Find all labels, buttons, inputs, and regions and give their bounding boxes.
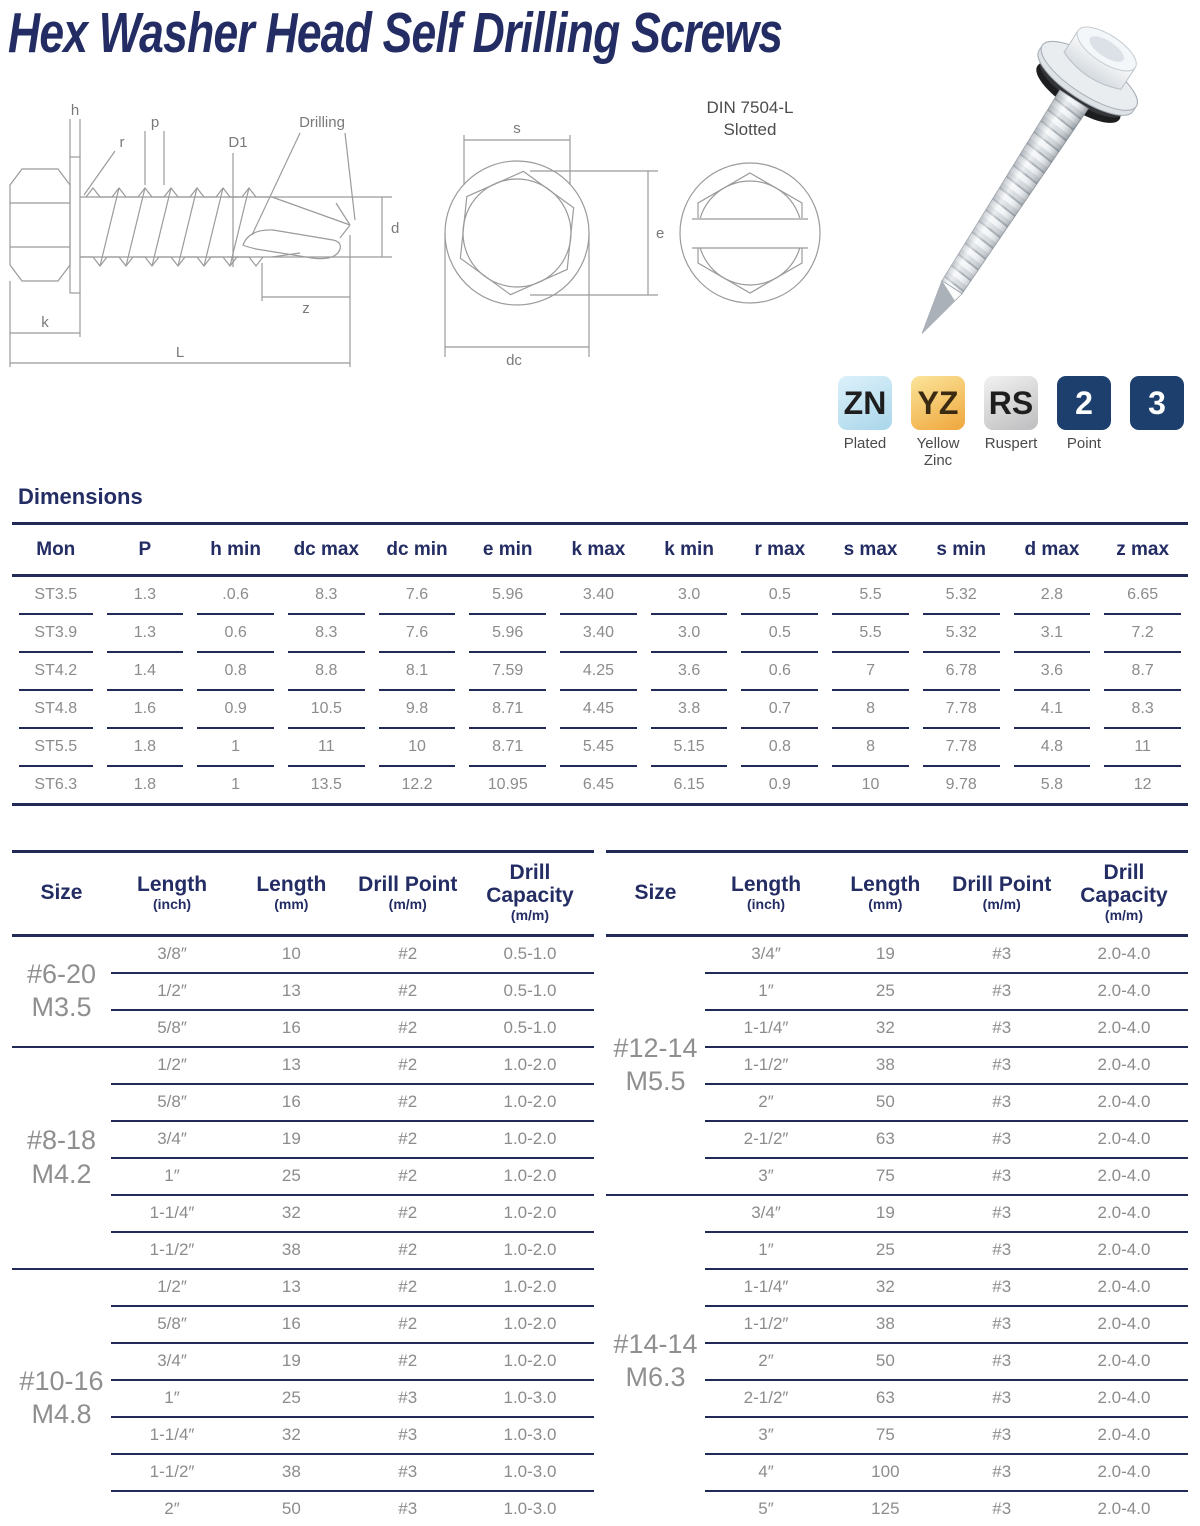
- size-group-label: #8-18 M4.2: [12, 1047, 111, 1269]
- size-value-cell: #2: [350, 1047, 466, 1084]
- badge-3-tile: 3: [1130, 376, 1184, 430]
- dim-cell: 3.40: [560, 577, 637, 615]
- dim-cell: 3.0: [651, 615, 728, 653]
- size-value-cell: 2-1/2″: [705, 1121, 827, 1158]
- dim-cell: 6.78: [923, 653, 1000, 691]
- size-value-cell: #3: [944, 1306, 1060, 1343]
- size-value-cell: #3: [350, 1417, 466, 1454]
- size-row: [606, 1195, 1188, 1232]
- dim-label-z: z: [302, 300, 310, 317]
- size-value-cell: 1.0-2.0: [466, 1343, 594, 1380]
- dim-cell: 8: [832, 729, 909, 767]
- size-value-cell: 2.0-4.0: [1060, 1454, 1188, 1491]
- size-value-cell: 3/8″: [111, 935, 233, 973]
- dim-cell: 0.5: [741, 615, 818, 653]
- dim-label-dc: dc: [506, 352, 522, 369]
- dim-cell: 9.8: [379, 691, 456, 729]
- dim-cell: 8.7: [1104, 653, 1181, 691]
- dim-cell: 3.0: [651, 577, 728, 615]
- size-row: [12, 1047, 594, 1084]
- size-value-cell: 2.0-4.0: [1060, 1158, 1188, 1195]
- badge-rs-tile: RS: [984, 376, 1038, 430]
- size-value-cell: #2: [350, 1232, 466, 1269]
- size-value-cell: 32: [827, 1269, 943, 1306]
- slotted-label: Slotted: [723, 120, 777, 139]
- dim-label-L: L: [175, 344, 185, 361]
- dim-cell: ST4.2: [19, 653, 93, 691]
- size-tables: [12, 850, 1188, 1526]
- size-value-cell: 25: [827, 1232, 943, 1269]
- size-value-cell: 1/2″: [111, 973, 233, 1010]
- size-value-cell: 2.0-4.0: [1060, 1084, 1188, 1121]
- size-value-cell: 19: [233, 1121, 349, 1158]
- tables-section: [0, 480, 1200, 1526]
- size-value-cell: 75: [827, 1417, 943, 1454]
- dim-row: [19, 577, 1181, 615]
- size-value-cell: 125: [827, 1491, 943, 1526]
- dim-cell: 11: [288, 729, 365, 767]
- dim-cell: 1.3: [107, 615, 184, 653]
- dim-cell: 8.1: [379, 653, 456, 691]
- dim-cell: 8.3: [1104, 691, 1181, 729]
- size-value-cell: #3: [944, 1158, 1060, 1195]
- size-value-cell: 2.0-4.0: [1060, 973, 1188, 1010]
- size-value-cell: 1.0-3.0: [466, 1454, 594, 1491]
- dim-column-header: d max: [1024, 538, 1080, 560]
- dim-cell: 4.8: [1014, 729, 1091, 767]
- dim-cell: 7.6: [379, 615, 456, 653]
- size-value-cell: #3: [944, 1491, 1060, 1526]
- dim-cell: 8.71: [469, 691, 546, 729]
- size-value-cell: 5″: [705, 1491, 827, 1526]
- dim-cell: 10: [861, 776, 880, 793]
- size-value-cell: 1.0-2.0: [466, 1084, 594, 1121]
- dim-cell: 0.7: [741, 691, 818, 729]
- size-value-cell: 2.0-4.0: [1060, 1491, 1188, 1526]
- size-value-cell: 1.0-2.0: [466, 1158, 594, 1195]
- dim-cell: 7.78: [923, 729, 1000, 767]
- dim-cell: 7.6: [379, 577, 456, 615]
- size-value-cell: 2.0-4.0: [1060, 1232, 1188, 1269]
- dim-cell: 1: [231, 776, 241, 793]
- size-value-cell: 63: [827, 1380, 943, 1417]
- size-column-header: Size: [12, 852, 111, 936]
- size-value-cell: 1-1/4″: [705, 1010, 827, 1047]
- dim-cell: 7.2: [1104, 615, 1181, 653]
- size-value-cell: 16: [233, 1306, 349, 1343]
- size-value-cell: #3: [350, 1454, 466, 1491]
- size-column-header: Drill Capacity (m/m): [466, 852, 594, 936]
- size-value-cell: 1.0-3.0: [466, 1491, 594, 1526]
- size-value-cell: 1″: [705, 1232, 827, 1269]
- divider-bottom: [12, 803, 1188, 806]
- dim-cell: 5.96: [469, 577, 546, 615]
- size-value-cell: 2″: [111, 1491, 233, 1526]
- dim-cell: ST3.9: [19, 615, 93, 653]
- dim-cell: 0.5: [741, 577, 818, 615]
- dim-cell: 10.95: [487, 776, 528, 793]
- dim-cell: 5.5: [832, 577, 909, 615]
- size-value-cell: 2.0-4.0: [1060, 1047, 1188, 1084]
- size-value-cell: 2.0-4.0: [1060, 1269, 1188, 1306]
- size-value-cell: 1.0-2.0: [466, 1121, 594, 1158]
- size-value-cell: 1″: [111, 1380, 233, 1417]
- dim-cell: 0.8: [197, 653, 274, 691]
- size-value-cell: 2″: [705, 1084, 827, 1121]
- dim-column-header: s min: [936, 538, 987, 560]
- dim-cell: 10: [379, 729, 456, 767]
- size-group-label: #12-14 M5.5: [606, 935, 705, 1195]
- size-value-cell: 25: [233, 1380, 349, 1417]
- size-value-cell: 2.0-4.0: [1060, 1010, 1188, 1047]
- size-group-label: #6-20 M3.5: [12, 935, 111, 1047]
- size-value-cell: 2.0-4.0: [1060, 1121, 1188, 1158]
- dim-cell: 3.8: [651, 691, 728, 729]
- size-value-cell: 3″: [705, 1158, 827, 1195]
- size-value-cell: 1-1/4″: [111, 1417, 233, 1454]
- dim-cell: 5.32: [923, 615, 1000, 653]
- size-value-cell: #3: [944, 1232, 1060, 1269]
- dim-cell: 1.6: [107, 691, 184, 729]
- size-value-cell: 32: [827, 1010, 943, 1047]
- size-value-cell: 2.0-4.0: [1060, 1343, 1188, 1380]
- dim-cell: 1.4: [107, 653, 184, 691]
- size-value-cell: 13: [233, 1269, 349, 1306]
- size-value-cell: 3″: [705, 1417, 827, 1454]
- size-value-cell: 10: [233, 935, 349, 973]
- badge-label: Yellow Zinc: [916, 435, 960, 469]
- dim-cell: 5.32: [923, 577, 1000, 615]
- size-value-cell: 0.5-1.0: [466, 973, 594, 1010]
- dim-cell: 4.1: [1014, 691, 1091, 729]
- size-column-header: Length (inch): [705, 852, 827, 936]
- badge-rs: [984, 376, 1038, 470]
- dim-cell: 11: [1104, 729, 1181, 767]
- size-value-cell: 1-1/2″: [111, 1454, 233, 1491]
- size-value-cell: #3: [944, 1454, 1060, 1491]
- size-value-cell: 4″: [705, 1454, 827, 1491]
- size-value-cell: 32: [233, 1195, 349, 1232]
- size-group-label: #14-14 M6.3: [606, 1195, 705, 1526]
- size-value-cell: 63: [827, 1121, 943, 1158]
- dim-cell: 4.45: [560, 691, 637, 729]
- size-value-cell: #2: [350, 1269, 466, 1306]
- size-value-cell: 1/2″: [111, 1047, 233, 1084]
- size-value-cell: #2: [350, 1121, 466, 1158]
- dim-column-header: h min: [210, 538, 261, 560]
- size-value-cell: #3: [944, 1417, 1060, 1454]
- dim-cell: 9.78: [945, 776, 977, 793]
- size-column-header: Length (mm): [827, 852, 943, 936]
- badge-zn: [838, 376, 892, 470]
- size-value-cell: 16: [233, 1084, 349, 1121]
- dim-row: [19, 729, 1181, 767]
- size-value-cell: 3/4″: [111, 1121, 233, 1158]
- dim-column-header: r max: [754, 538, 806, 560]
- badge-zn-tile: ZN: [838, 376, 892, 430]
- badge-3: [1130, 376, 1184, 470]
- dim-label-e: e: [656, 225, 665, 242]
- badge-yz-tile: YZ: [911, 376, 965, 430]
- size-value-cell: #3: [944, 973, 1060, 1010]
- size-value-cell: #2: [350, 1306, 466, 1343]
- dimensions-header-row: [5, 525, 1195, 574]
- dim-row: [19, 767, 1181, 803]
- dim-cell: ST6.3: [34, 776, 78, 793]
- size-value-cell: 3/4″: [705, 935, 827, 973]
- size-value-cell: 0.5-1.0: [466, 935, 594, 973]
- dim-label-h: h: [70, 102, 80, 119]
- size-value-cell: #2: [350, 973, 466, 1010]
- finish-badges: [838, 376, 1184, 470]
- dim-cell: ST3.5: [19, 577, 93, 615]
- dim-cell: 12.2: [401, 776, 433, 793]
- dim-cell: 7: [832, 653, 909, 691]
- dim-row: [19, 615, 1181, 653]
- dim-column-header: Mon: [36, 538, 76, 560]
- size-value-cell: 50: [233, 1491, 349, 1526]
- size-value-cell: #2: [350, 935, 466, 973]
- dim-cell: 8.3: [288, 615, 365, 653]
- size-row: [12, 1269, 594, 1306]
- size-value-cell: 1-1/2″: [705, 1306, 827, 1343]
- size-value-cell: 5/8″: [111, 1084, 233, 1121]
- dim-row: [19, 653, 1181, 691]
- size-column-header: Length (mm): [233, 852, 349, 936]
- size-column-header: Drill Point (m/m): [944, 852, 1060, 936]
- dim-cell: 5.45: [560, 729, 637, 767]
- dim-cell: 1.8: [107, 729, 184, 767]
- size-value-cell: 2″: [705, 1343, 827, 1380]
- size-value-cell: 2.0-4.0: [1060, 1417, 1188, 1454]
- badge-yz: [911, 376, 965, 470]
- dim-cell: 1.3: [107, 577, 184, 615]
- size-value-cell: 1.0-2.0: [466, 1232, 594, 1269]
- dim-cell: 0.9: [197, 691, 274, 729]
- size-value-cell: #2: [350, 1010, 466, 1047]
- dim-cell: 2.8: [1014, 577, 1091, 615]
- size-value-cell: 1.0-2.0: [466, 1195, 594, 1232]
- size-value-cell: 1.0-3.0: [466, 1380, 594, 1417]
- size-table-right: [606, 850, 1188, 1526]
- dim-column-header: P: [138, 538, 152, 560]
- size-value-cell: #3: [944, 1121, 1060, 1158]
- din-standard-label: DIN 7504-L: [706, 98, 794, 117]
- size-column-header: Size: [606, 852, 705, 936]
- size-value-cell: #2: [350, 1343, 466, 1380]
- badge-label: Plated: [843, 435, 887, 452]
- size-value-cell: 3/4″: [111, 1343, 233, 1380]
- size-value-cell: 0.5-1.0: [466, 1010, 594, 1047]
- dim-label-r: r: [119, 134, 125, 151]
- size-value-cell: 1″: [705, 973, 827, 1010]
- dim-cell: 0.6: [741, 653, 818, 691]
- size-table-left: [12, 850, 594, 1526]
- size-value-cell: 2.0-4.0: [1060, 935, 1188, 973]
- size-value-cell: 16: [233, 1010, 349, 1047]
- size-value-cell: #2: [350, 1084, 466, 1121]
- size-value-cell: 3/4″: [705, 1195, 827, 1232]
- dim-cell: 0.9: [768, 776, 791, 793]
- dim-cell: 10.5: [288, 691, 365, 729]
- dim-column-header: dc max: [293, 538, 360, 560]
- size-value-cell: #3: [944, 1195, 1060, 1232]
- size-value-cell: 1-1/2″: [111, 1232, 233, 1269]
- size-value-cell: 75: [827, 1158, 943, 1195]
- dim-label-d: d: [391, 220, 400, 237]
- dim-label-s: s: [513, 120, 521, 137]
- size-value-cell: 1″: [111, 1158, 233, 1195]
- size-group-label: #10-16 M4.8: [12, 1269, 111, 1526]
- size-value-cell: 25: [827, 973, 943, 1010]
- dim-cell: 8.71: [469, 729, 546, 767]
- size-value-cell: 1-1/4″: [111, 1195, 233, 1232]
- size-row: [606, 935, 1188, 973]
- dim-cell: 5.15: [651, 729, 728, 767]
- dim-column-header: dc min: [386, 538, 448, 560]
- size-value-cell: 38: [233, 1454, 349, 1491]
- dim-cell: 3.6: [651, 653, 728, 691]
- size-value-cell: #3: [944, 1343, 1060, 1380]
- size-value-cell: 19: [233, 1343, 349, 1380]
- size-value-cell: 50: [827, 1343, 943, 1380]
- dim-cell: 0.6: [197, 615, 274, 653]
- dim-cell: 0.8: [741, 729, 818, 767]
- dim-cell: 12: [1133, 776, 1152, 793]
- dim-cell: 3.1: [1014, 615, 1091, 653]
- badge-label: Point: [1066, 435, 1102, 452]
- size-value-cell: 1-1/4″: [705, 1269, 827, 1306]
- size-row: [12, 935, 594, 973]
- size-value-cell: 25: [233, 1158, 349, 1195]
- size-value-cell: 100: [827, 1454, 943, 1491]
- size-spec-table: [606, 850, 1188, 1526]
- dim-cell: 5.8: [1040, 776, 1064, 793]
- dim-column-header: k min: [664, 538, 714, 560]
- dim-cell: ST5.5: [19, 729, 93, 767]
- dim-cell: 6.45: [582, 776, 614, 793]
- size-value-cell: 1-1/2″: [705, 1047, 827, 1084]
- size-spec-table: [12, 850, 594, 1526]
- dim-cell: 3.6: [1014, 653, 1091, 691]
- dim-cell: ST4.8: [19, 691, 93, 729]
- dim-label-p: p: [150, 114, 160, 131]
- size-value-cell: #3: [350, 1491, 466, 1526]
- size-value-cell: #3: [944, 1380, 1060, 1417]
- dim-cell: .0.6: [197, 577, 274, 615]
- dim-column-header: z max: [1116, 538, 1170, 560]
- dim-label-d1: D1: [228, 134, 248, 151]
- size-value-cell: 13: [233, 1047, 349, 1084]
- size-value-cell: 50: [827, 1084, 943, 1121]
- size-value-cell: 2-1/2″: [705, 1380, 827, 1417]
- dim-cell: 5.5: [832, 615, 909, 653]
- size-column-header: Drill Point (m/m): [350, 852, 466, 936]
- size-value-cell: 5/8″: [111, 1306, 233, 1343]
- size-value-cell: 38: [233, 1232, 349, 1269]
- size-value-cell: #3: [944, 1084, 1060, 1121]
- dimensions-heading: Dimensions: [18, 484, 143, 509]
- dim-column-header: k max: [571, 538, 626, 560]
- size-value-cell: #3: [944, 1010, 1060, 1047]
- size-value-cell: 1/2″: [111, 1269, 233, 1306]
- dim-cell: 3.40: [560, 615, 637, 653]
- size-value-cell: 38: [827, 1047, 943, 1084]
- technical-drawings: [0, 85, 840, 415]
- size-value-cell: #3: [350, 1380, 466, 1417]
- dim-cell: 13.5: [310, 776, 342, 793]
- size-value-cell: 19: [827, 1195, 943, 1232]
- size-value-cell: #2: [350, 1158, 466, 1195]
- dim-cell: 1: [197, 729, 274, 767]
- size-value-cell: 1.0-2.0: [466, 1047, 594, 1084]
- size-value-cell: #3: [944, 1047, 1060, 1084]
- dim-cell: 8: [832, 691, 909, 729]
- size-column-header: Length (inch): [111, 852, 233, 936]
- size-value-cell: #3: [944, 1269, 1060, 1306]
- size-value-cell: 5/8″: [111, 1010, 233, 1047]
- size-value-cell: 1.0-2.0: [466, 1269, 594, 1306]
- dim-label-k: k: [41, 314, 49, 331]
- size-value-cell: 32: [233, 1417, 349, 1454]
- dim-cell: 7.59: [469, 653, 546, 691]
- dim-column-header: e min: [482, 538, 533, 560]
- dim-cell: 1.8: [133, 776, 157, 793]
- dim-cell: 8.3: [288, 577, 365, 615]
- size-value-cell: 2.0-4.0: [1060, 1195, 1188, 1232]
- size-value-cell: 2.0-4.0: [1060, 1306, 1188, 1343]
- size-value-cell: #3: [944, 935, 1060, 973]
- size-value-cell: 19: [827, 935, 943, 973]
- page-title: Hex Washer Head Self Drilling Screws: [8, 1, 783, 65]
- badge-label: Ruspert: [984, 435, 1038, 452]
- dim-cell: 5.96: [469, 615, 546, 653]
- dim-cell: 4.25: [560, 653, 637, 691]
- size-column-header: Drill Capacity (m/m): [1060, 852, 1188, 936]
- screw-photo: [880, 0, 1200, 372]
- size-value-cell: #2: [350, 1195, 466, 1232]
- dim-cell: 7.78: [923, 691, 1000, 729]
- size-value-cell: 13: [233, 973, 349, 1010]
- badge-2: [1057, 376, 1111, 470]
- size-value-cell: 38: [827, 1306, 943, 1343]
- dim-cell: 8.8: [288, 653, 365, 691]
- badge-2-tile: 2: [1057, 376, 1111, 430]
- dim-cell: 6.65: [1104, 577, 1181, 615]
- size-value-cell: 2.0-4.0: [1060, 1380, 1188, 1417]
- dimensions-table: [5, 577, 1195, 803]
- dim-label-drilling: Drilling: [299, 114, 345, 131]
- size-value-cell: 1.0-2.0: [466, 1306, 594, 1343]
- dim-column-header: s max: [843, 538, 898, 560]
- dim-row: [19, 691, 1181, 729]
- dim-cell: 6.15: [673, 776, 705, 793]
- size-value-cell: 1.0-3.0: [466, 1417, 594, 1454]
